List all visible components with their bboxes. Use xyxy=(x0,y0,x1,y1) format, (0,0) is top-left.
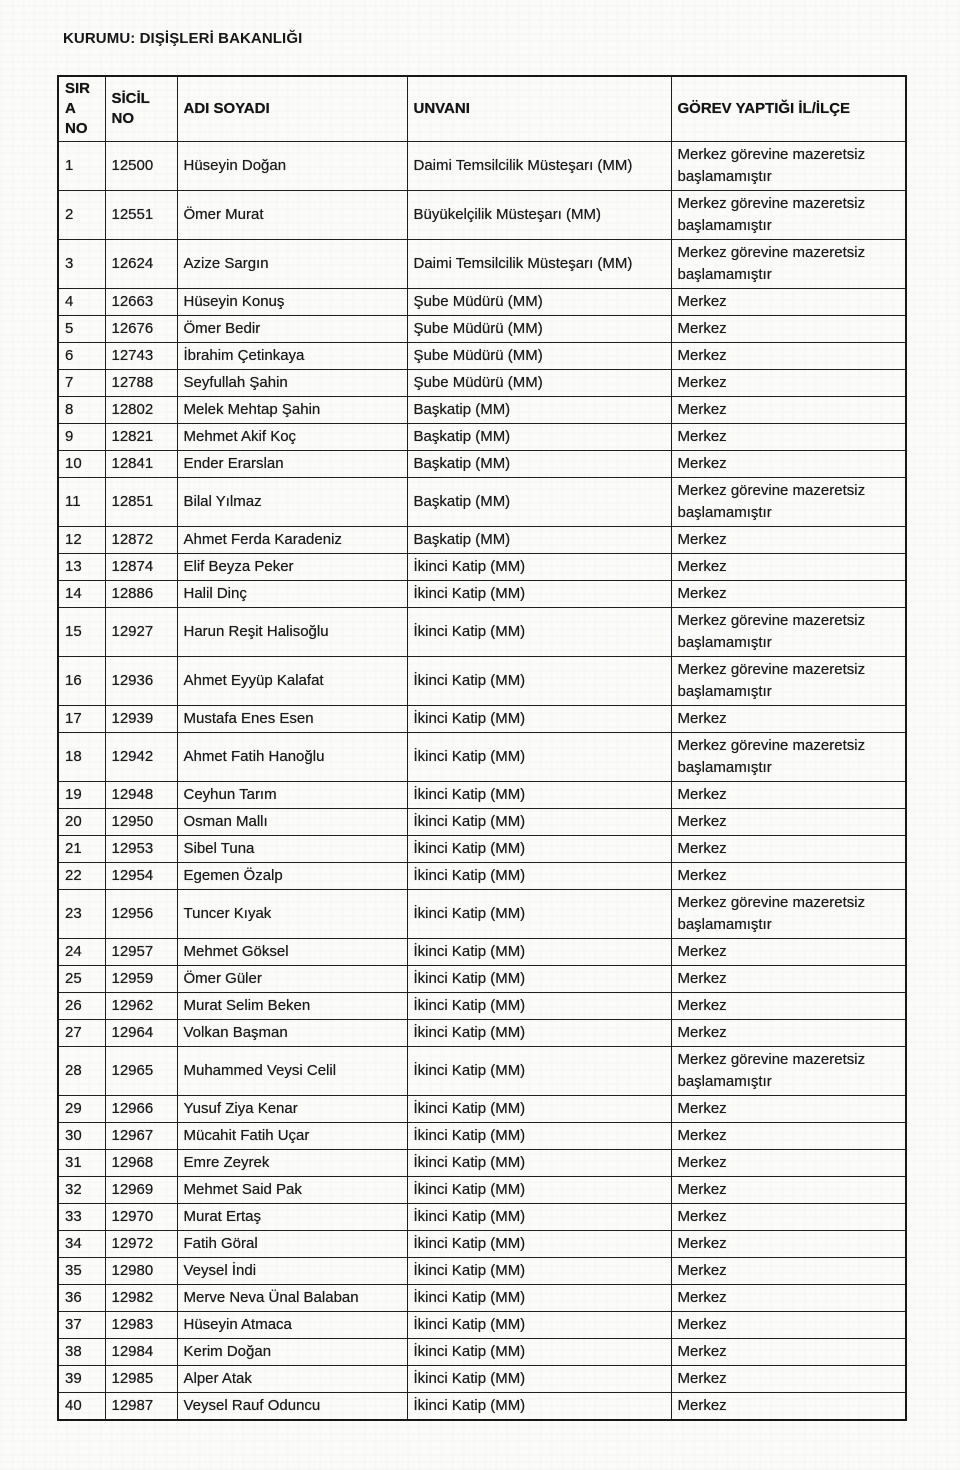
table-header xyxy=(58,76,906,142)
cell-gorev-yaptigi-il-ilce: Merkez görevine mazeretsiz başlamamıştır xyxy=(671,191,906,240)
column-header-unvani: UNVANI xyxy=(407,76,671,142)
cell-unvani: İkinci Katip (MM) xyxy=(407,733,671,782)
cell-adi-soyadi: Murat Selim Beken xyxy=(177,993,407,1020)
cell-sicil-no: 12624 xyxy=(105,240,177,289)
cell-gorev-yaptigi-il-ilce: Merkez xyxy=(671,424,906,451)
cell-gorev-yaptigi-il-ilce: Merkez xyxy=(671,527,906,554)
table-row xyxy=(58,581,906,608)
table-row xyxy=(58,478,906,527)
cell-sira-no: 3 xyxy=(58,240,105,289)
table-row xyxy=(58,397,906,424)
cell-gorev-yaptigi-il-ilce: Merkez xyxy=(671,1285,906,1312)
cell-sicil-no: 12982 xyxy=(105,1285,177,1312)
table-row xyxy=(58,554,906,581)
cell-unvani: İkinci Katip (MM) xyxy=(407,581,671,608)
cell-sicil-no: 12972 xyxy=(105,1231,177,1258)
cell-gorev-yaptigi-il-ilce: Merkez xyxy=(671,1258,906,1285)
cell-unvani: Başkatip (MM) xyxy=(407,527,671,554)
cell-adi-soyadi: Halil Dinç xyxy=(177,581,407,608)
cell-unvani: İkinci Katip (MM) xyxy=(407,939,671,966)
table-row xyxy=(58,782,906,809)
cell-adi-soyadi: Hüseyin Konuş xyxy=(177,289,407,316)
cell-sira-no: 27 xyxy=(58,1020,105,1047)
cell-gorev-yaptigi-il-ilce: Merkez xyxy=(671,1096,906,1123)
column-header-adi-soyadi: ADI SOYADI xyxy=(177,76,407,142)
cell-gorev-yaptigi-il-ilce: Merkez xyxy=(671,451,906,478)
cell-sicil-no: 12886 xyxy=(105,581,177,608)
cell-sicil-no: 12821 xyxy=(105,424,177,451)
table-row xyxy=(58,1123,906,1150)
cell-unvani: İkinci Katip (MM) xyxy=(407,890,671,939)
cell-sicil-no: 12950 xyxy=(105,809,177,836)
cell-sira-no: 31 xyxy=(58,1150,105,1177)
table-row xyxy=(58,733,906,782)
cell-gorev-yaptigi-il-ilce: Merkez xyxy=(671,1123,906,1150)
table-row xyxy=(58,1393,906,1421)
cell-sicil-no: 12954 xyxy=(105,863,177,890)
table-row xyxy=(58,1339,906,1366)
cell-sicil-no: 12676 xyxy=(105,316,177,343)
cell-unvani: İkinci Katip (MM) xyxy=(407,1020,671,1047)
cell-gorev-yaptigi-il-ilce: Merkez görevine mazeretsiz başlamamıştır xyxy=(671,608,906,657)
cell-sicil-no: 12987 xyxy=(105,1393,177,1421)
cell-unvani: İkinci Katip (MM) xyxy=(407,1204,671,1231)
cell-unvani: Başkatip (MM) xyxy=(407,451,671,478)
cell-gorev-yaptigi-il-ilce: Merkez xyxy=(671,1231,906,1258)
cell-sira-no: 18 xyxy=(58,733,105,782)
cell-sira-no: 1 xyxy=(58,142,105,191)
page-title: KURUMU: DIŞİŞLERİ BAKANLIĞI xyxy=(63,30,303,47)
cell-sicil-no: 12970 xyxy=(105,1204,177,1231)
cell-adi-soyadi: Hüseyin Doğan xyxy=(177,142,407,191)
cell-gorev-yaptigi-il-ilce: Merkez görevine mazeretsiz başlamamıştır xyxy=(671,890,906,939)
cell-adi-soyadi: Tuncer Kıyak xyxy=(177,890,407,939)
cell-unvani: İkinci Katip (MM) xyxy=(407,1339,671,1366)
cell-sira-no: 9 xyxy=(58,424,105,451)
cell-gorev-yaptigi-il-ilce: Merkez görevine mazeretsiz başlamamıştır xyxy=(671,240,906,289)
cell-adi-soyadi: Emre Zeyrek xyxy=(177,1150,407,1177)
cell-sira-no: 4 xyxy=(58,289,105,316)
cell-adi-soyadi: İbrahim Çetinkaya xyxy=(177,343,407,370)
cell-sira-no: 13 xyxy=(58,554,105,581)
cell-gorev-yaptigi-il-ilce: Merkez xyxy=(671,1150,906,1177)
table-row xyxy=(58,657,906,706)
cell-sira-no: 12 xyxy=(58,527,105,554)
cell-adi-soyadi: Mehmet Akif Koç xyxy=(177,424,407,451)
cell-sira-no: 33 xyxy=(58,1204,105,1231)
cell-unvani: Başkatip (MM) xyxy=(407,424,671,451)
cell-sicil-no: 12948 xyxy=(105,782,177,809)
cell-unvani: İkinci Katip (MM) xyxy=(407,1177,671,1204)
table-row xyxy=(58,1150,906,1177)
cell-sira-no: 22 xyxy=(58,863,105,890)
cell-adi-soyadi: Mustafa Enes Esen xyxy=(177,706,407,733)
table-row xyxy=(58,1285,906,1312)
table-row xyxy=(58,424,906,451)
cell-sira-no: 11 xyxy=(58,478,105,527)
cell-gorev-yaptigi-il-ilce: Merkez xyxy=(671,554,906,581)
cell-sicil-no: 12985 xyxy=(105,1366,177,1393)
cell-sira-no: 5 xyxy=(58,316,105,343)
cell-sira-no: 7 xyxy=(58,370,105,397)
cell-unvani: Şube Müdürü (MM) xyxy=(407,316,671,343)
table-row xyxy=(58,1096,906,1123)
cell-unvani: Büyükelçilik Müsteşarı (MM) xyxy=(407,191,671,240)
cell-unvani: İkinci Katip (MM) xyxy=(407,1150,671,1177)
cell-unvani: İkinci Katip (MM) xyxy=(407,966,671,993)
table-row xyxy=(58,939,906,966)
cell-unvani: İkinci Katip (MM) xyxy=(407,1047,671,1096)
cell-adi-soyadi: Mehmet Said Pak xyxy=(177,1177,407,1204)
cell-sira-no: 16 xyxy=(58,657,105,706)
cell-gorev-yaptigi-il-ilce: Merkez xyxy=(671,370,906,397)
cell-sira-no: 24 xyxy=(58,939,105,966)
cell-sira-no: 26 xyxy=(58,993,105,1020)
table-row xyxy=(58,1047,906,1096)
cell-unvani: Başkatip (MM) xyxy=(407,478,671,527)
cell-gorev-yaptigi-il-ilce: Merkez xyxy=(671,1312,906,1339)
cell-adi-soyadi: Veysel İndi xyxy=(177,1258,407,1285)
cell-sicil-no: 12936 xyxy=(105,657,177,706)
cell-sicil-no: 12962 xyxy=(105,993,177,1020)
cell-gorev-yaptigi-il-ilce: Merkez xyxy=(671,706,906,733)
cell-sicil-no: 12964 xyxy=(105,1020,177,1047)
cell-sira-no: 25 xyxy=(58,966,105,993)
cell-gorev-yaptigi-il-ilce: Merkez görevine mazeretsiz başlamamıştır xyxy=(671,478,906,527)
table-row xyxy=(58,608,906,657)
cell-unvani: İkinci Katip (MM) xyxy=(407,836,671,863)
cell-adi-soyadi: Seyfullah Şahin xyxy=(177,370,407,397)
cell-gorev-yaptigi-il-ilce: Merkez xyxy=(671,782,906,809)
cell-sicil-no: 12942 xyxy=(105,733,177,782)
cell-adi-soyadi: Fatih Göral xyxy=(177,1231,407,1258)
cell-unvani: Başkatip (MM) xyxy=(407,397,671,424)
cell-unvani: Şube Müdürü (MM) xyxy=(407,370,671,397)
cell-adi-soyadi: Ceyhun Tarım xyxy=(177,782,407,809)
cell-adi-soyadi: Melek Mehtap Şahin xyxy=(177,397,407,424)
cell-gorev-yaptigi-il-ilce: Merkez xyxy=(671,1366,906,1393)
column-header-gorev-yaptigi-il-ilce: GÖREV YAPTIĞI İL/İLÇE xyxy=(671,76,906,142)
table-row xyxy=(58,289,906,316)
cell-adi-soyadi: Bilal Yılmaz xyxy=(177,478,407,527)
table-row xyxy=(58,993,906,1020)
cell-sicil-no: 12788 xyxy=(105,370,177,397)
table-row xyxy=(58,142,906,191)
table-body xyxy=(58,142,906,1421)
cell-sicil-no: 12663 xyxy=(105,289,177,316)
cell-gorev-yaptigi-il-ilce: Merkez xyxy=(671,397,906,424)
cell-sira-no: 17 xyxy=(58,706,105,733)
cell-gorev-yaptigi-il-ilce: Merkez xyxy=(671,1177,906,1204)
table-row xyxy=(58,527,906,554)
cell-gorev-yaptigi-il-ilce: Merkez xyxy=(671,316,906,343)
cell-adi-soyadi: Volkan Başman xyxy=(177,1020,407,1047)
cell-adi-soyadi: Ahmet Fatih Hanoğlu xyxy=(177,733,407,782)
cell-gorev-yaptigi-il-ilce: Merkez görevine mazeretsiz başlamamıştır xyxy=(671,142,906,191)
table-row xyxy=(58,191,906,240)
table-row xyxy=(58,240,906,289)
cell-sicil-no: 12957 xyxy=(105,939,177,966)
cell-unvani: İkinci Katip (MM) xyxy=(407,1312,671,1339)
cell-sira-no: 6 xyxy=(58,343,105,370)
cell-gorev-yaptigi-il-ilce: Merkez xyxy=(671,966,906,993)
cell-sicil-no: 12983 xyxy=(105,1312,177,1339)
cell-unvani: Şube Müdürü (MM) xyxy=(407,289,671,316)
cell-unvani: İkinci Katip (MM) xyxy=(407,1096,671,1123)
cell-unvani: İkinci Katip (MM) xyxy=(407,608,671,657)
cell-adi-soyadi: Yusuf Ziya Kenar xyxy=(177,1096,407,1123)
cell-gorev-yaptigi-il-ilce: Merkez xyxy=(671,1393,906,1421)
cell-adi-soyadi: Elif Beyza Peker xyxy=(177,554,407,581)
table-row xyxy=(58,343,906,370)
table-row xyxy=(58,451,906,478)
cell-gorev-yaptigi-il-ilce: Merkez xyxy=(671,581,906,608)
cell-sira-no: 14 xyxy=(58,581,105,608)
cell-adi-soyadi: Mehmet Göksel xyxy=(177,939,407,966)
cell-unvani: İkinci Katip (MM) xyxy=(407,782,671,809)
table-row xyxy=(58,370,906,397)
cell-sicil-no: 12969 xyxy=(105,1177,177,1204)
cell-gorev-yaptigi-il-ilce: Merkez xyxy=(671,939,906,966)
cell-adi-soyadi: Ahmet Ferda Karadeniz xyxy=(177,527,407,554)
cell-adi-soyadi: Azize Sargın xyxy=(177,240,407,289)
cell-sicil-no: 12874 xyxy=(105,554,177,581)
cell-unvani: İkinci Katip (MM) xyxy=(407,706,671,733)
table-row xyxy=(58,1177,906,1204)
cell-sicil-no: 12841 xyxy=(105,451,177,478)
cell-sira-no: 8 xyxy=(58,397,105,424)
table-header-row xyxy=(58,76,906,142)
table-row xyxy=(58,1312,906,1339)
cell-adi-soyadi: Mücahit Fatih Uçar xyxy=(177,1123,407,1150)
column-header-sicil-no: SİCİL NO xyxy=(105,76,177,142)
cell-adi-soyadi: Ahmet Eyyüp Kalafat xyxy=(177,657,407,706)
cell-unvani: Şube Müdürü (MM) xyxy=(407,343,671,370)
cell-adi-soyadi: Osman Mallı xyxy=(177,809,407,836)
table-row xyxy=(58,809,906,836)
cell-sicil-no: 12959 xyxy=(105,966,177,993)
cell-sicil-no: 12802 xyxy=(105,397,177,424)
cell-gorev-yaptigi-il-ilce: Merkez xyxy=(671,863,906,890)
cell-adi-soyadi: Ömer Bedir xyxy=(177,316,407,343)
cell-sicil-no: 12872 xyxy=(105,527,177,554)
cell-unvani: İkinci Katip (MM) xyxy=(407,1366,671,1393)
cell-sira-no: 23 xyxy=(58,890,105,939)
cell-adi-soyadi: Ender Erarslan xyxy=(177,451,407,478)
cell-sira-no: 34 xyxy=(58,1231,105,1258)
cell-sira-no: 21 xyxy=(58,836,105,863)
cell-sira-no: 40 xyxy=(58,1393,105,1421)
cell-adi-soyadi: Muhammed Veysi Celil xyxy=(177,1047,407,1096)
cell-unvani: İkinci Katip (MM) xyxy=(407,1258,671,1285)
cell-adi-soyadi: Alper Atak xyxy=(177,1366,407,1393)
cell-gorev-yaptigi-il-ilce: Merkez xyxy=(671,289,906,316)
cell-adi-soyadi: Sibel Tuna xyxy=(177,836,407,863)
cell-gorev-yaptigi-il-ilce: Merkez xyxy=(671,1339,906,1366)
cell-sicil-no: 12953 xyxy=(105,836,177,863)
table-row xyxy=(58,316,906,343)
cell-unvani: İkinci Katip (MM) xyxy=(407,1231,671,1258)
cell-gorev-yaptigi-il-ilce: Merkez xyxy=(671,809,906,836)
cell-sicil-no: 12965 xyxy=(105,1047,177,1096)
cell-unvani: İkinci Katip (MM) xyxy=(407,1123,671,1150)
cell-unvani: İkinci Katip (MM) xyxy=(407,1285,671,1312)
cell-adi-soyadi: Ömer Güler xyxy=(177,966,407,993)
cell-unvani: Daimi Temsilcilik Müsteşarı (MM) xyxy=(407,240,671,289)
cell-sira-no: 35 xyxy=(58,1258,105,1285)
table-row xyxy=(58,836,906,863)
cell-sicil-no: 12927 xyxy=(105,608,177,657)
cell-gorev-yaptigi-il-ilce: Merkez görevine mazeretsiz başlamamıştır xyxy=(671,657,906,706)
cell-sira-no: 28 xyxy=(58,1047,105,1096)
cell-gorev-yaptigi-il-ilce: Merkez görevine mazeretsiz başlamamıştır xyxy=(671,1047,906,1096)
cell-sira-no: 19 xyxy=(58,782,105,809)
cell-unvani: İkinci Katip (MM) xyxy=(407,554,671,581)
cell-sicil-no: 12956 xyxy=(105,890,177,939)
cell-sira-no: 32 xyxy=(58,1177,105,1204)
cell-sira-no: 38 xyxy=(58,1339,105,1366)
cell-unvani: İkinci Katip (MM) xyxy=(407,993,671,1020)
cell-adi-soyadi: Egemen Özalp xyxy=(177,863,407,890)
cell-gorev-yaptigi-il-ilce: Merkez xyxy=(671,343,906,370)
cell-sicil-no: 12551 xyxy=(105,191,177,240)
table-row xyxy=(58,966,906,993)
cell-sicil-no: 12966 xyxy=(105,1096,177,1123)
cell-adi-soyadi: Harun Reşit Halisoğlu xyxy=(177,608,407,657)
table-row xyxy=(58,863,906,890)
table-row xyxy=(58,1231,906,1258)
cell-sira-no: 20 xyxy=(58,809,105,836)
table-row xyxy=(58,1204,906,1231)
cell-sicil-no: 12851 xyxy=(105,478,177,527)
table-row xyxy=(58,706,906,733)
cell-sicil-no: 12743 xyxy=(105,343,177,370)
cell-gorev-yaptigi-il-ilce: Merkez xyxy=(671,836,906,863)
cell-sira-no: 37 xyxy=(58,1312,105,1339)
table-row xyxy=(58,890,906,939)
cell-adi-soyadi: Ömer Murat xyxy=(177,191,407,240)
cell-unvani: İkinci Katip (MM) xyxy=(407,1393,671,1421)
cell-sira-no: 39 xyxy=(58,1366,105,1393)
cell-sira-no: 36 xyxy=(58,1285,105,1312)
cell-unvani: İkinci Katip (MM) xyxy=(407,809,671,836)
cell-sira-no: 2 xyxy=(58,191,105,240)
cell-sicil-no: 12980 xyxy=(105,1258,177,1285)
cell-sicil-no: 12984 xyxy=(105,1339,177,1366)
cell-sicil-no: 12968 xyxy=(105,1150,177,1177)
cell-gorev-yaptigi-il-ilce: Merkez görevine mazeretsiz başlamamıştır xyxy=(671,733,906,782)
cell-adi-soyadi: Veysel Rauf Oduncu xyxy=(177,1393,407,1421)
table-row xyxy=(58,1366,906,1393)
cell-sira-no: 15 xyxy=(58,608,105,657)
cell-sira-no: 30 xyxy=(58,1123,105,1150)
cell-adi-soyadi: Merve Neva Ünal Balaban xyxy=(177,1285,407,1312)
cell-sira-no: 29 xyxy=(58,1096,105,1123)
cell-sicil-no: 12967 xyxy=(105,1123,177,1150)
personnel-table xyxy=(57,75,907,1421)
cell-adi-soyadi: Hüseyin Atmaca xyxy=(177,1312,407,1339)
cell-sicil-no: 12500 xyxy=(105,142,177,191)
table-row xyxy=(58,1258,906,1285)
cell-unvani: İkinci Katip (MM) xyxy=(407,657,671,706)
column-header-sira-no: SIRA NO xyxy=(58,76,105,142)
cell-unvani: Daimi Temsilcilik Müsteşarı (MM) xyxy=(407,142,671,191)
cell-gorev-yaptigi-il-ilce: Merkez xyxy=(671,1204,906,1231)
cell-adi-soyadi: Kerim Doğan xyxy=(177,1339,407,1366)
cell-gorev-yaptigi-il-ilce: Merkez xyxy=(671,993,906,1020)
cell-gorev-yaptigi-il-ilce: Merkez xyxy=(671,1020,906,1047)
cell-sicil-no: 12939 xyxy=(105,706,177,733)
cell-unvani: İkinci Katip (MM) xyxy=(407,863,671,890)
cell-sira-no: 10 xyxy=(58,451,105,478)
cell-adi-soyadi: Murat Ertaş xyxy=(177,1204,407,1231)
table-row xyxy=(58,1020,906,1047)
